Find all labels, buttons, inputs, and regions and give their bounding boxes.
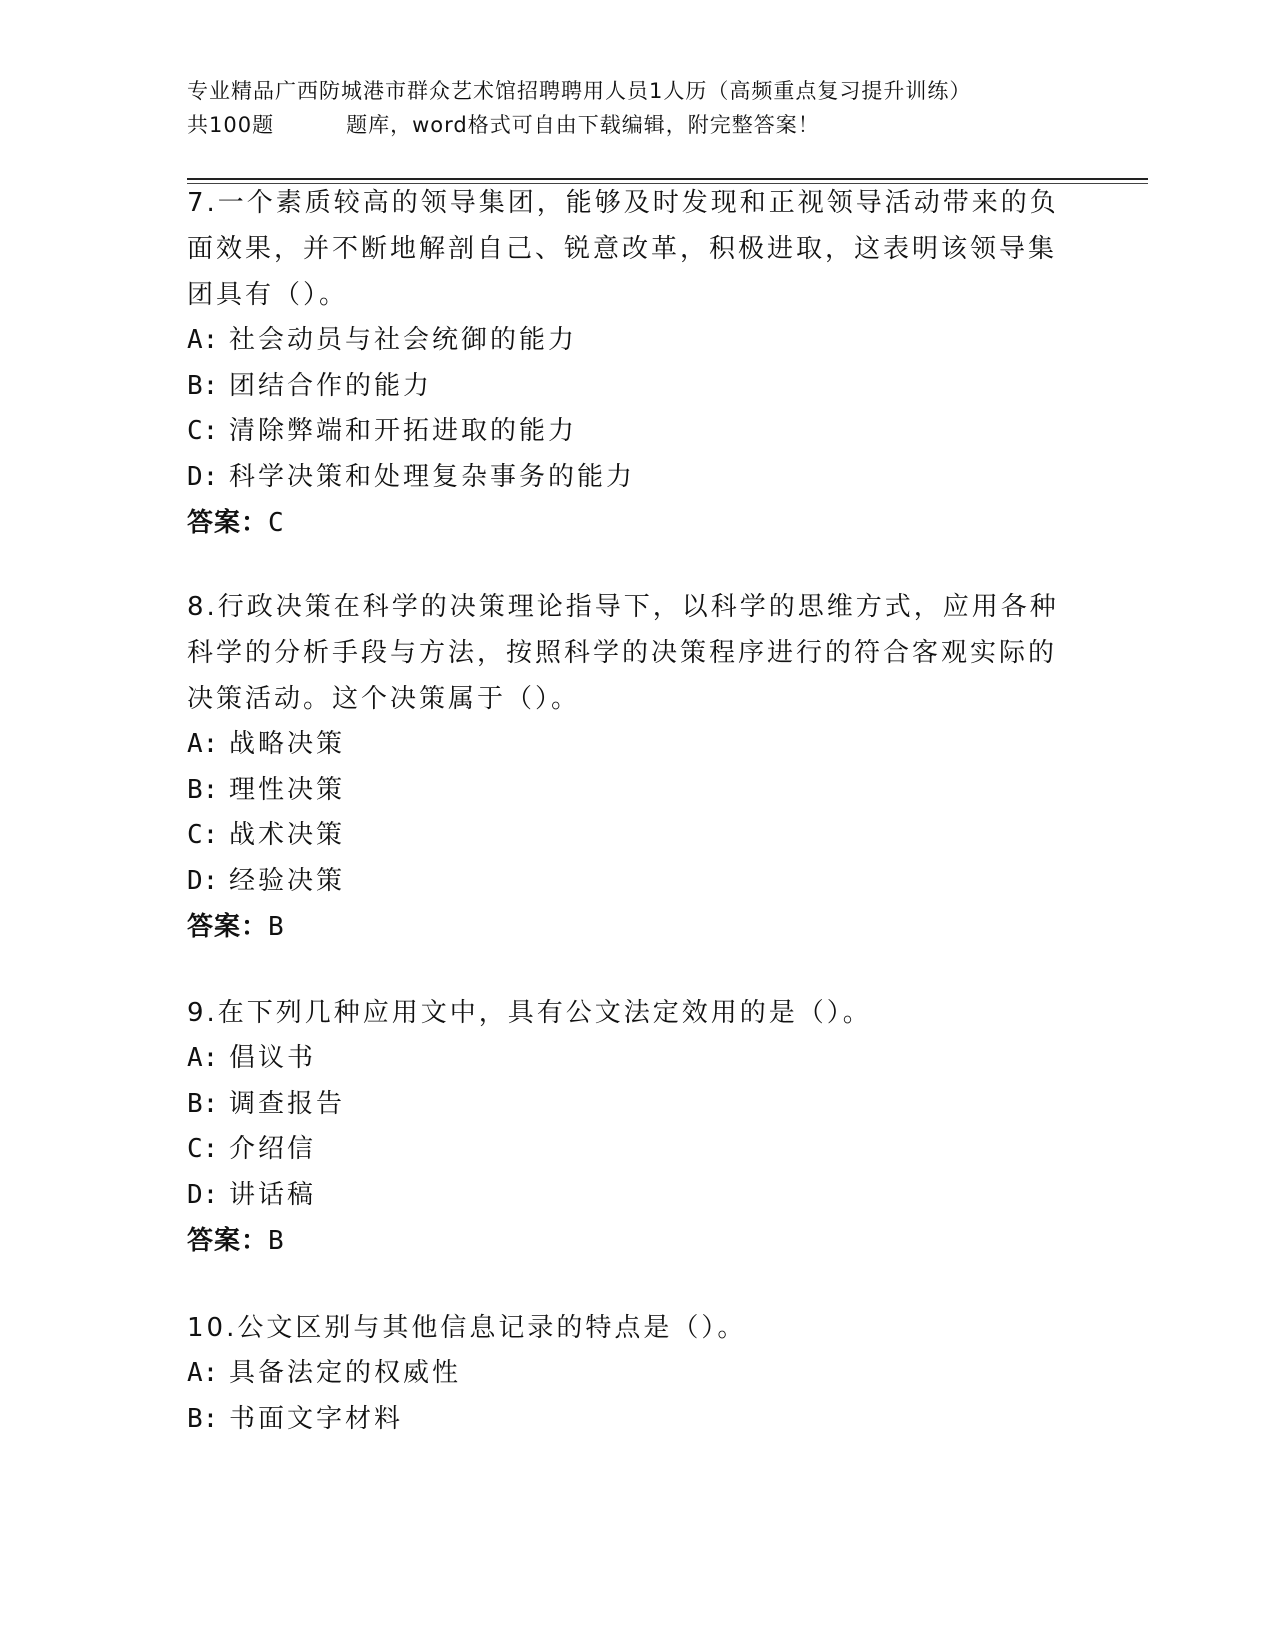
header-title: 专业精品广西防城港市群众艺术馆招聘聘用人员1人历（高频重点复习提升训练） — [187, 79, 972, 103]
option-text: 战术决策 — [229, 820, 346, 850]
option-a — [187, 1036, 1067, 1082]
question-text: 10.公文区别与其他信息记录的特点是（）。 — [187, 1313, 747, 1343]
option-a — [187, 722, 1067, 768]
option-letter: A: — [187, 325, 219, 355]
option-letter: B: — [187, 370, 219, 401]
answer — [187, 1218, 1067, 1264]
option-c — [187, 409, 1067, 455]
option-letter: A: — [187, 1043, 219, 1073]
option-letter: D: — [187, 461, 219, 492]
option-text: 理性决策 — [229, 774, 346, 805]
question-10 — [187, 1305, 1067, 1442]
option-text: 战略决策 — [229, 729, 346, 759]
option-letter: A: — [187, 729, 219, 759]
question-text: 7.一个素质较高的领导集团，能够及时发现和正视领导活动带来的负面效果，并不断地解剖自己、锐意改革，积极进取，这表明该领导集团具有（）。 — [187, 188, 1059, 310]
answer-value: B — [268, 1226, 284, 1256]
answer-label: 答案： — [187, 508, 269, 538]
option-letter: C: — [187, 1134, 219, 1164]
option-text: 调查报告 — [229, 1088, 346, 1119]
option-text: 具备法定的权威性 — [229, 1358, 462, 1388]
option-letter: C: — [187, 416, 219, 446]
option-b — [187, 1082, 1067, 1128]
option-b — [187, 1397, 1067, 1443]
option-c — [187, 813, 1067, 859]
option-d — [187, 1173, 1067, 1219]
answer-value: C — [268, 508, 284, 538]
option-text: 书面文字材料 — [229, 1403, 404, 1434]
option-d — [187, 859, 1067, 905]
answer-label: 答案： — [187, 912, 269, 942]
option-a — [187, 318, 1067, 364]
option-text: 团结合作的能力 — [229, 370, 433, 401]
option-b — [187, 768, 1067, 814]
document-header — [187, 74, 1087, 142]
option-letter: C: — [187, 820, 219, 850]
header-question-count: 共100题 — [187, 113, 275, 137]
option-letter: D: — [187, 1179, 219, 1210]
question-text: 8.行政决策在科学的决策理论指导下，以科学的思维方式，应用各种科学的分析手段与方法，按照科学的决策程序进行的符合客观实际的决策活动。这个决策属于（）。 — [187, 592, 1059, 714]
header-description: 题库，word格式可自由下载编辑，附完整答案！ — [346, 113, 820, 137]
answer-value: B — [268, 912, 284, 942]
option-text: 讲话稿 — [229, 1179, 317, 1210]
option-text: 社会动员与社会统御的能力 — [229, 325, 578, 355]
question-text: 9.在下列几种应用文中，具有公文法定效用的是（）。 — [187, 998, 872, 1028]
option-b — [187, 364, 1067, 410]
option-letter: B: — [187, 1403, 219, 1434]
option-d — [187, 455, 1067, 501]
option-letter: B: — [187, 1088, 219, 1119]
answer — [187, 904, 1067, 950]
question-9 — [187, 990, 1067, 1264]
answer — [187, 500, 1067, 546]
question-8 — [187, 584, 1067, 950]
option-letter: D: — [187, 865, 219, 896]
option-c — [187, 1127, 1067, 1173]
option-text: 倡议书 — [229, 1043, 317, 1073]
answer-label: 答案： — [187, 1226, 269, 1256]
option-text: 介绍信 — [229, 1134, 317, 1164]
option-text: 经验决策 — [229, 865, 346, 896]
option-letter: B: — [187, 774, 219, 805]
option-text: 清除弊端和开拓进取的能力 — [229, 416, 578, 446]
option-text: 科学决策和处理复杂事务的能力 — [229, 461, 636, 492]
option-letter: A: — [187, 1358, 219, 1388]
option-a — [187, 1351, 1067, 1397]
question-7 — [187, 180, 1067, 546]
header-subtitle — [187, 108, 1087, 142]
